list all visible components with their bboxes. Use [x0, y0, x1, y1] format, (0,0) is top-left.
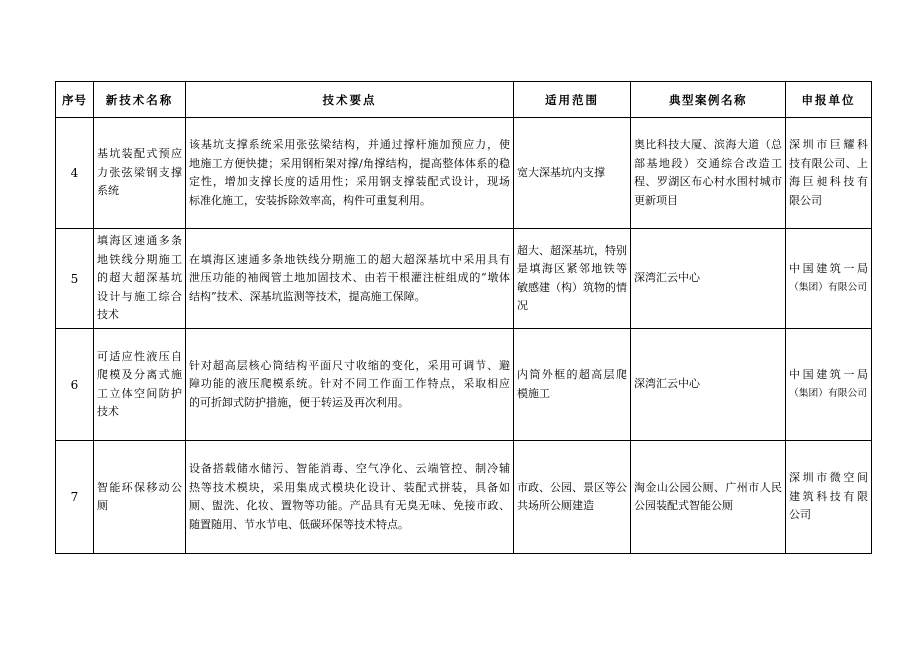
applicant-unit-line: 建筑科技有限 — [789, 489, 868, 503]
key-points-line: 在填海区速通多条地铁线分期施工的超大超深基坑中采用具有 — [189, 252, 510, 266]
technology-name-line: 填海区速通多条 — [97, 234, 182, 248]
applicant-unit-cell — [786, 329, 872, 441]
header-typical-cases: 典型案例名称 — [631, 82, 786, 118]
key-points-line: 结构”技术、深基坑监测等技术，提高施工保障。 — [189, 289, 426, 303]
technology-name-line: 智能环保移动公 — [97, 480, 182, 494]
typical-cases-cell — [631, 329, 786, 441]
table-row — [56, 329, 872, 441]
applicant-unit-line: 海巨昶科技有 — [789, 175, 868, 188]
typical-cases-line: 奥比科技大厦、滨海大道（总 — [634, 138, 782, 151]
applicant-unit-line: 深圳市微空间 — [789, 471, 868, 485]
technology-name-line: 基坑装配式预应 — [97, 147, 182, 161]
key-points-cell — [186, 329, 514, 441]
technology-name-line: 的超大超深基坑 — [97, 271, 182, 285]
technology-name-line: 技术 — [97, 308, 119, 322]
typical-cases-line: 程、罗湖区布心村水围村城市 — [634, 175, 782, 188]
typical-cases-line: 深湾汇云中心 — [634, 271, 700, 285]
header-serial-number: 序号 — [56, 82, 94, 118]
applicant-unit-line: 限公司 — [789, 193, 822, 207]
application-scope-line: 宽大深基坑内支撑 — [517, 165, 605, 179]
applicant-unit-line: （集团）有限公司 — [789, 281, 867, 293]
application-scope-cell — [514, 229, 631, 329]
header-applicant-unit: 申报单位 — [786, 82, 872, 118]
application-scope-line: 共场所公厕建造 — [517, 499, 594, 512]
header-key-points: 技术要点 — [186, 82, 514, 118]
key-points-cell — [186, 441, 514, 554]
applicant-unit-line: 深圳市巨耀科 — [789, 138, 868, 151]
applicant-unit-cell — [786, 229, 872, 329]
application-scope-line: 模施工 — [517, 386, 550, 400]
technology-name-cell — [94, 118, 186, 229]
applicant-unit-line: 公司 — [789, 508, 811, 522]
serial-number-cell: 6 — [56, 329, 94, 441]
technology-name-line: 地铁线分期施工 — [97, 252, 182, 266]
application-scope-cell — [514, 329, 631, 441]
key-points-line: 该基坑支撑系统采用张弦梁结构，并通过撑杆施加预应力，使 — [189, 138, 510, 151]
technology-name-line: 技术 — [97, 405, 119, 418]
technology-name-line: 系统 — [97, 184, 119, 198]
typical-cases-line: 淘金山公园公厕、广州市人民 — [634, 480, 782, 494]
key-points-cell — [186, 118, 514, 229]
technology-name-line: 爬模及分离式施 — [97, 368, 182, 381]
table-header-row — [56, 82, 872, 118]
typical-cases-line: 更新项目 — [634, 193, 678, 207]
application-scope-line: 超大、超深基坑，特别 — [517, 243, 627, 257]
key-points-line: 泄压功能的袖阀管土地加固技术、由若干根灌注桩组成的“墩体 — [189, 271, 510, 285]
header-application-scope: 适用范围 — [514, 82, 631, 118]
key-points-line: 热等技术模块，采用集成式模块化设计、装配式拼装，具备如 — [189, 480, 510, 494]
technology-name-line: 厕 — [97, 499, 108, 512]
technology-name-cell — [94, 441, 186, 554]
serial-number-cell: 7 — [56, 441, 94, 554]
key-points-line: 厕、盥洗、化妆、置物等功能。产品具有无臭无味、免接市政、 — [189, 499, 510, 512]
serial-number-cell: 4 — [56, 118, 94, 229]
serial-number-cell: 5 — [56, 229, 94, 329]
key-points-line: 随置随用、节水节电、低碳环保等技术特点。 — [189, 517, 409, 531]
typical-cases-cell — [631, 441, 786, 554]
table-row — [56, 229, 872, 329]
application-scope-cell — [514, 118, 631, 229]
technology-name-line: 设计与施工综合 — [97, 289, 182, 303]
application-scope-cell — [514, 441, 631, 554]
key-points-line: 设备搭载储水储污、智能消毒、空气净化、云端管控、制冷辅 — [189, 462, 510, 475]
key-points-line: 标准化施工，安装拆除效率高，构件可重复利用。 — [189, 193, 431, 207]
table-body — [56, 118, 872, 554]
technology-name-line: 工立体空间防护 — [97, 386, 182, 400]
technology-name-line: 力张弦梁钢支撑 — [97, 165, 182, 179]
technology-name-cell — [94, 229, 186, 329]
applicant-unit-cell — [786, 118, 872, 229]
technology-name-line: 可适应性液压自 — [97, 349, 182, 363]
new-technology-table — [55, 81, 872, 554]
table-row — [56, 441, 872, 554]
technology-name-cell — [94, 329, 186, 441]
typical-cases-line: 公园装配式智能公厕 — [634, 499, 733, 512]
application-scope-line: 况 — [517, 299, 528, 312]
applicant-unit-cell — [786, 441, 872, 554]
applicant-unit-line: （集团）有限公司 — [789, 387, 867, 399]
typical-cases-line: 深湾汇云中心 — [634, 377, 700, 391]
key-points-line: 的可折卸式防护措施，便于转运及再次利用。 — [189, 395, 409, 409]
key-points-cell — [186, 229, 514, 329]
key-points-line: 障功能的液压爬模系统。针对不同工作面工作特点，采取相应 — [189, 377, 510, 391]
application-scope-line: 是填海区紧邻地铁等 — [517, 262, 627, 275]
application-scope-line: 内筒外框的超高层爬 — [517, 368, 627, 381]
applicant-unit-line: 中国建筑一局 — [789, 368, 868, 381]
key-points-line: 针对超高层核心筒结构平面尺寸收缩的变化，采用可调节、避 — [189, 358, 510, 372]
application-scope-line: 市政、公园、景区等公 — [517, 480, 627, 494]
application-scope-line: 敏感建（构）筑物的情 — [517, 280, 627, 294]
typical-cases-cell — [631, 229, 786, 329]
key-points-line: 地施工方便快捷；采用钢桁架对撑/角撑结构，提高整体体系的稳 — [189, 156, 510, 170]
key-points-line: 定性，增加支撑长度的适用性；采用钢支撑装配式设计，现场 — [189, 175, 510, 188]
applicant-unit-line: 中国建筑一局 — [789, 262, 868, 275]
typical-cases-line: 部基地段）交通综合改造工 — [634, 156, 782, 170]
applicant-unit-line: 技有限公司、上 — [789, 156, 868, 170]
table-row — [56, 118, 872, 229]
typical-cases-cell — [631, 118, 786, 229]
header-technology-name: 新技术名称 — [94, 82, 186, 118]
